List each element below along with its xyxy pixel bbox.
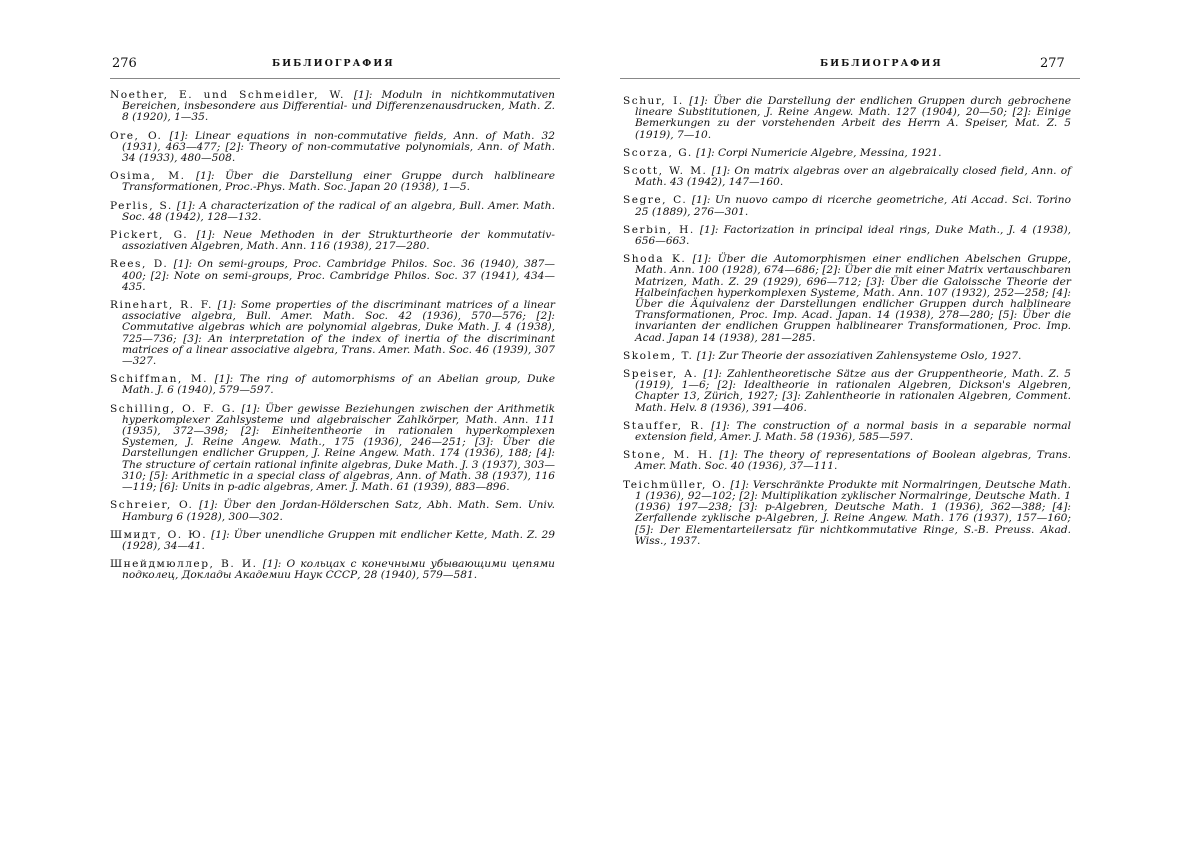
entry-author: Stone, M. H. (623, 449, 714, 462)
entry-author: Шмидт, О. Ю. (110, 528, 208, 541)
bibliography-entry (110, 374, 555, 396)
running-head: БИБЛИОГРАФИЯ (820, 58, 943, 69)
bibliography-entry (623, 225, 1071, 247)
entry-text: [1]: Über die Darstellung einer Gruppe durch halblineare Transformationen, Proc.-Phys. Math. Soc. Japan 20 (1938), 1—5. (122, 170, 556, 194)
entry-text: [1]: Neue Methoden in der Strukturtheorie der kommutativ-assoziativen Algebren, Math. Ann. 116 (1938), 217—280. (122, 229, 555, 253)
page-number: 276 (112, 56, 137, 71)
entry-text: [1]: Zur Theorie der assoziativen Zahlensysteme Oslo, 1927. (696, 349, 1022, 362)
bibliography-entry (623, 369, 1071, 414)
entry-author: Pickert, G. (110, 229, 189, 242)
entry-author: Schilling, O. F. G. (110, 402, 237, 415)
entry-text: [1]: Über unendliche Gruppen mit endlicher Kette, Math. Z. 29 (1928), 34—41. (122, 528, 555, 552)
bibliography-entry (623, 166, 1071, 188)
bibliography-entry (623, 450, 1071, 472)
bibliography-entry (623, 351, 1071, 362)
right-page (600, 0, 1200, 848)
entry-author: Skolem, T. (623, 349, 694, 362)
bibliography-entry (110, 230, 555, 252)
page-number: 277 (1040, 56, 1065, 71)
entry-author: Rees, D. (110, 258, 169, 271)
entry-text: [1]: The construction of a normal basis in a separable normal extension field, Amer. J. Math. 58 (1936), 585—597. (635, 419, 1071, 444)
entry-text: [1]: Verschränkte Produkte mit Normalringen, Deutsche Math. 1 (1936), 92—102; [2]: Multiplikation zyklischer Normalringe, Deutsche Math. 1 (1936) 197—238; [3]: p-Algebren, Deutsche Math. 1 (1936), 362—388; [4]: Zerfallende zyklische p-Algebren, J. Reine Angew. Math. 176 (1937), 157—160; [5]: Der Elementarteilersatz für nichtkommutative Ringe, S.-B. Preuss. Akad. Wiss., 1937. (635, 478, 1071, 547)
entry-text: [1]: On matrix algebras over an algebraically closed field, Ann. of Math. 43 (1942), 147—160. (635, 165, 1072, 189)
bibliography-entry (110, 404, 555, 494)
entry-text: [1]: Linear equations in non-commutative fields, Ann. of Math. 32 (1931), 463—477; [2]: Theory of non-commutative polynomials, Ann. of Math. 34 (1933), 480—508. (122, 129, 555, 165)
entry-text: [1]: Über gewisse Beziehungen zwischen der Arithmetik hyperkomplexer Zahlsysteme und algebraischer Zahlkörper, Math. Ann. 111 (1935), 372—398; [2]: Einheitentheorie in rationalen hyperkomplexen Systemen, J. Reine Angew. Math., 175 (1936), 246—251; [3]: Über die Darstellungen endlicher Gruppen, J. Reine Angew. Math. 174 (1936), 188; [4]: The structure of certain rational infinite algebras, Duke Math. J. 3 (1937), 303—310; [5]: Arithmetic in a special class of algebras, Ann. of Math. 38 (1937), 116—119; [6]: Units in p-adic algebras, Amer. J. Math. 61 (1939), 883—896. (122, 402, 556, 494)
entry-author: Schur, I. (623, 95, 684, 107)
entry-author: Scott, W. M. (623, 165, 708, 178)
bibliography-entry (110, 90, 555, 124)
header-rule (620, 78, 1080, 79)
entry-author: Shoda K. (623, 253, 687, 266)
entry-author: Schiffman, M. (110, 373, 209, 386)
entry-author: Perlis, S. (110, 199, 173, 212)
entry-author: Stauffer, R. (623, 419, 705, 432)
entry-author: Ore, O. (110, 129, 163, 142)
bibliography-list (110, 90, 555, 589)
entry-text: [1]: Factorization in principal ideal rings, Duke Math., J. 4 (1938), 656—663. (635, 223, 1071, 248)
entry-author: Noether, E. und Schmeidler, W. (110, 89, 345, 101)
bibliography-entry (623, 96, 1071, 141)
entry-text: [1]: Über die Automorphismen einer endlichen Abelschen Gruppe, Math. Ann. 100 (1928), 674—686; [2]: Über die mit einer Matrix vertauschbaren Matrizen, Math. Z. 29 (1929), 696—712; [3]: Über die Galoissche Theorie der Halbeinfachen hyperkomplexen Systeme, Math. Ann. 107 (1932), 252—258; [4]: Über die Äquivalenz der Darstellungen endlicher Gruppen durch halblineare Transformationen, Proc. Imp. Acad. Japan. 14 (1938), 278—280; [5]: Über die invarianten der endlichen Gruppen halblinearer Transformationen, Proc. Imp. Acad. Japan 14 (1938), 281—285. (635, 253, 1071, 344)
bibliography-entry (623, 148, 1071, 159)
bibliography-entry (110, 500, 555, 522)
entry-text: [1]: Über die Darstellung der endlichen Gruppen durch gebrochene lineare Substitutionen, J. Reine Angew. Math. 127 (1904), 20—50; [2]: Einige Bemerkungen zu der vorstehenden Arbeit des Herrn A. Speiser, Mat. Z. 5 (1919), 7—10. (635, 95, 1071, 141)
bibliography-entry (623, 195, 1071, 217)
entry-author: Schreier, O. (110, 499, 194, 512)
entry-author: Шнейдмюллер, В. И. (110, 558, 258, 571)
entry-text: [1]: Corpi Numericie Algebre, Messina, 1921. (696, 146, 942, 159)
entry-author: Segre, C. (623, 194, 688, 207)
header-rule (110, 78, 560, 79)
entry-author: Osima, M. (110, 170, 186, 183)
bibliography-entry (110, 171, 555, 193)
entry-author: Speiser, A. (623, 368, 699, 381)
bibliography-entry (623, 480, 1071, 547)
entry-text: [1]: A characterization of the radical of an algebra, Bull. Amer. Math. Soc. 48 (1942), 128—132. (122, 199, 555, 223)
entry-text: [1]: О кольцах с конечными убывающими цепями подколец, Доклады Академии Наук СССР, 28 (1940), 579—581. (122, 558, 555, 582)
entry-text: [1]: Some properties of the discriminant matrices of a linear associative algebra, Bull. Amer. Math. Soc. 42 (1936), 570—576; [2]: Commutative algebras which are polynomial algebras, Duke Math. J. 4 (1938), 725—736; [3]: An interpretation of the index of inertia of the discriminant matrices of a linear associative algebra, Trans. Amer. Math. Soc. 46 (1939), 307—327. (122, 299, 555, 368)
entry-author: Rinehart, R. F. (110, 299, 213, 312)
entry-author: Teichmüller, O. (623, 478, 727, 491)
entry-text: [1]: The ring of automorphisms of an Abelian group, Duke Math. J. 6 (1940), 579—597. (122, 373, 555, 397)
entry-author: Serbin, H. (623, 223, 695, 236)
running-head: БИБЛИОГРАФИЯ (272, 58, 395, 69)
entry-text: [1]: Über den Jordan-Hölderschen Satz, Abh. Math. Sem. Univ. Hamburg 6 (1928), 300—302. (122, 499, 555, 523)
bibliography-list (623, 96, 1071, 554)
bibliography-entry (623, 421, 1071, 443)
entry-author: Scorza, G. (623, 146, 693, 159)
bibliography-entry (110, 530, 555, 552)
bibliography-entry (110, 131, 555, 165)
entry-text: [1]: Zahlentheoretische Sätze aus der Gruppentheorie, Math. Z. 5 (1919), 1—6; [2]: Idealtheorie in rationalen Algebren, Dickson's Algebren, Chapter 13, Zürich, 1927; [3]: Zahlentheorie in rationalen Algebren, Comment. Math. Helv. 8 (1936), 391—406. (635, 368, 1072, 414)
entry-text: [1]: The theory of representations of Boolean algebras, Trans. Amer. Math. Soc. 40 (1936), 37—111. (635, 449, 1071, 473)
bibliography-entry (110, 300, 555, 367)
entry-text: [1]: On semi-groups, Proc. Cambridge Philos. Soc. 36 (1940), 387—400; [2]: Note on semi-groups, Proc. Cambridge Philos. Soc. 37 (1941), 434—435. (122, 258, 555, 293)
bibliography-entry (623, 254, 1071, 344)
bibliography-entry (110, 201, 555, 223)
entry-text: [1]: Moduln in nichtkommutativen Bereichen, insbesondere aus Differential- und Differenzenausdrucken, Math. Z. 8 (1920), 1—35. (122, 89, 555, 124)
bibliography-entry (110, 259, 555, 293)
bibliography-entry (110, 559, 555, 581)
entry-text: [1]: Un nuovo campo di ricerche geometriche, Ati Accad. Sci. Torino 25 (1889), 276—301. (635, 194, 1071, 218)
